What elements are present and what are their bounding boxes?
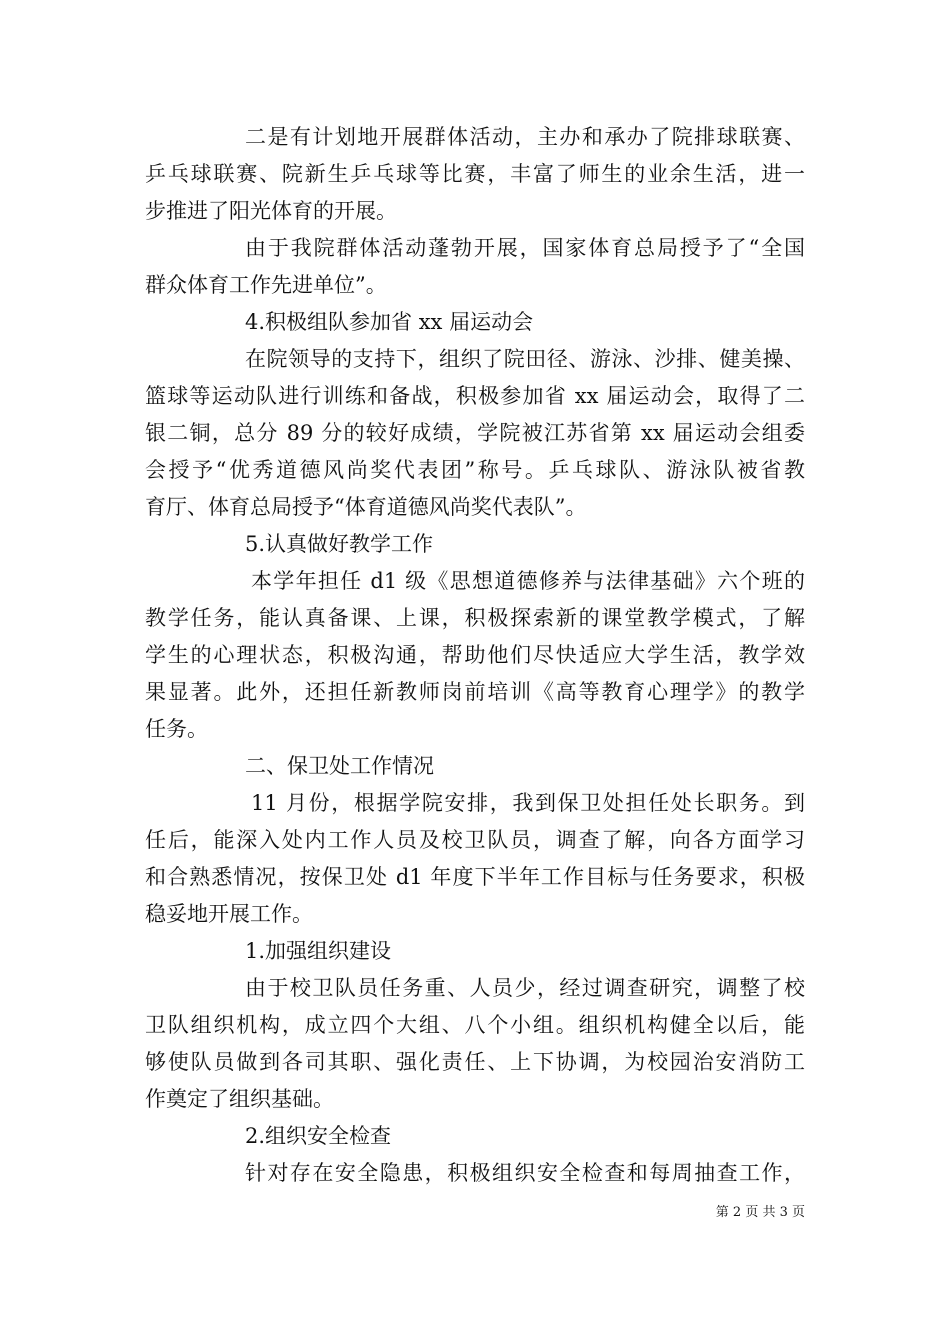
text-line: 稳妥地开展工作。 [145, 902, 313, 926]
paragraph [145, 785, 805, 933]
paragraph [145, 341, 805, 526]
text-line: 本学年担任 d1 级《思想道德修养与法律基础》六个班的 [251, 569, 805, 593]
text-line: 作奠定了组织基础。 [145, 1087, 334, 1111]
paragraph [145, 1155, 805, 1192]
text-line: 银二铜，总分 89 分的较好成绩，学院被江苏省第 xx 届运动会组委 [145, 421, 805, 445]
paragraph [145, 970, 805, 1118]
text-line: 11 月份，根据学院安排，我到保卫处担任处长职务。到 [251, 791, 805, 815]
text-line: 乒乓球联赛、院新生乒乓球等比赛，丰富了师生的业余生活，进一 [145, 162, 805, 186]
paragraph [145, 119, 805, 230]
text-line: 由于我院群体活动蓬勃开展，国家体育总局授予了“全国 [245, 236, 805, 260]
section-heading [145, 526, 805, 563]
section-heading [145, 933, 805, 970]
text-line: 群众体育工作先进单位”。 [145, 273, 387, 297]
heading-text: 二、保卫处工作情况 [245, 754, 434, 778]
text-line: 针对存在安全隐患，积极组织安全检查和每周抽查工作， [245, 1161, 805, 1185]
section-heading [145, 304, 805, 341]
paragraph [145, 230, 805, 304]
page-number: 第 2 页 共 3 页 [715, 1205, 805, 1220]
heading-text: 5.认真做好教学工作 [245, 532, 434, 556]
text-line: 任务。 [145, 717, 208, 741]
text-line: 在院领导的支持下，组织了院田径、游泳、沙排、健美操、 [245, 347, 805, 371]
text-line: 由于校卫队员任务重、人员少，经过调查研究，调整了校 [245, 976, 805, 1000]
heading-text: 1.加强组织建设 [245, 939, 392, 963]
heading-text: 2.组织安全检查 [245, 1124, 392, 1148]
text-line: 任后，能深入处内工作人员及校卫队员，调查了解，向各方面学习 [145, 828, 805, 852]
paragraph [145, 563, 805, 748]
section-heading [145, 748, 805, 785]
text-line: 步推进了阳光体育的开展。 [145, 199, 397, 223]
text-line: 和合熟悉情况，按保卫处 d1 年度下半年工作目标与任务要求，积极 [145, 865, 805, 889]
text-line: 会授予“优秀道德风尚奖代表团”称号。乒乓球队、游泳队被省教 [145, 458, 805, 482]
text-line: 篮球等运动队进行训练和备战，积极参加省 xx 届运动会，取得了二 [145, 384, 805, 408]
text-line: 果显著。此外，还担任新教师岗前培训《高等教育心理学》的教学 [145, 680, 805, 704]
text-line: 育厅、体育总局授予“体育道德风尚奖代表队”。 [145, 495, 587, 519]
text-line: 二是有计划地开展群体活动，主办和承办了院排球联赛、 [245, 125, 805, 149]
section-heading [145, 1118, 805, 1155]
heading-text: 4.积极组队参加省 xx 届运动会 [245, 310, 534, 334]
text-line: 卫队组织机构，成立四个大组、八个小组。组织机构健全以后，能 [145, 1013, 805, 1037]
text-line: 学生的心理状态，积极沟通，帮助他们尽快适应大学生活，教学效 [145, 643, 805, 667]
document-body [145, 119, 805, 1192]
text-line: 教学任务，能认真备课、上课，积极探索新的课堂教学模式，了解 [145, 606, 805, 630]
text-line: 够使队员做到各司其职、强化责任、上下协调，为校园治安消防工 [145, 1050, 805, 1074]
